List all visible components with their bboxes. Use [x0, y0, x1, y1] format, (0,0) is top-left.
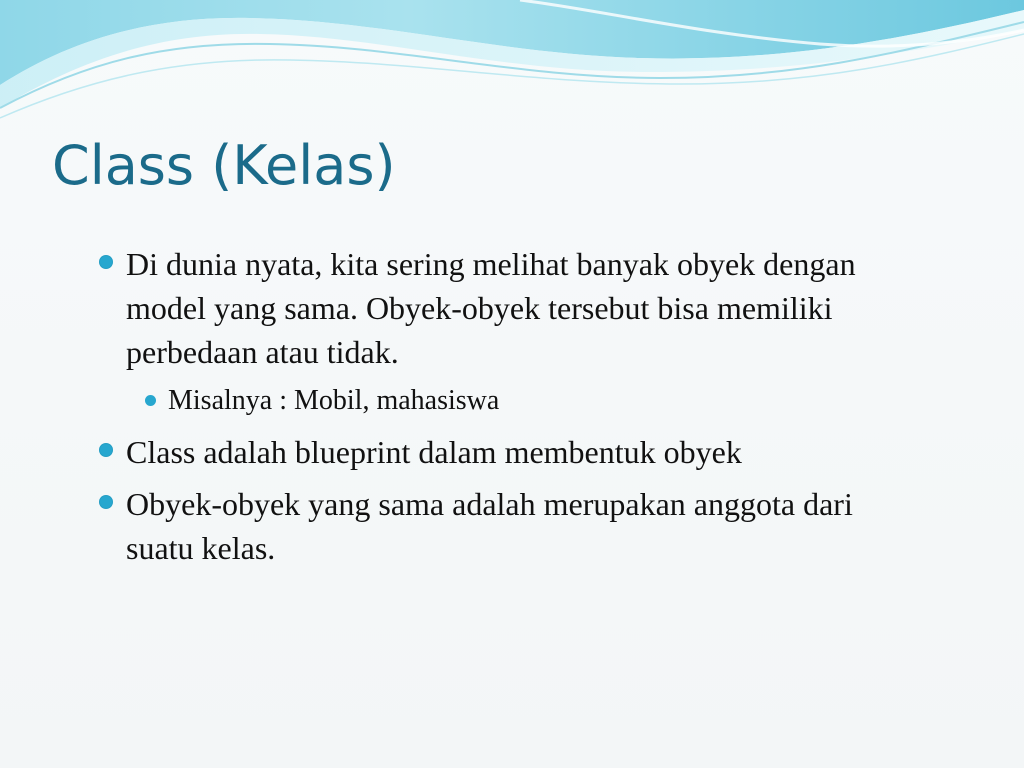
slide-title: Class (Kelas)	[52, 134, 396, 197]
sub-bullet-item	[96, 382, 916, 420]
bullet-item	[96, 482, 916, 570]
bullet-text: Di dunia nyata, kita sering melihat banyak obyek dengan model yang sama. Obyek-obyek tersebut bisa memiliki perbedaan atau tidak.	[126, 246, 856, 370]
decorative-wave-header	[0, 0, 1024, 130]
bullet-list	[96, 242, 916, 570]
slide-body	[96, 242, 916, 578]
bullet-text: Obyek-obyek yang sama adalah merupakan anggota dari suatu kelas.	[126, 486, 853, 566]
bullet-dot-icon	[99, 255, 113, 269]
bullet-item	[96, 430, 916, 474]
bullet-text: Class adalah blueprint dalam membentuk obyek	[126, 434, 742, 470]
bullet-dot-icon	[99, 495, 113, 509]
bullet-item	[96, 242, 916, 374]
bullet-dot-icon	[99, 443, 113, 457]
sub-bullet-text: Misalnya : Mobil, mahasiswa	[168, 385, 500, 416]
sub-bullet-dot-icon	[145, 395, 156, 406]
